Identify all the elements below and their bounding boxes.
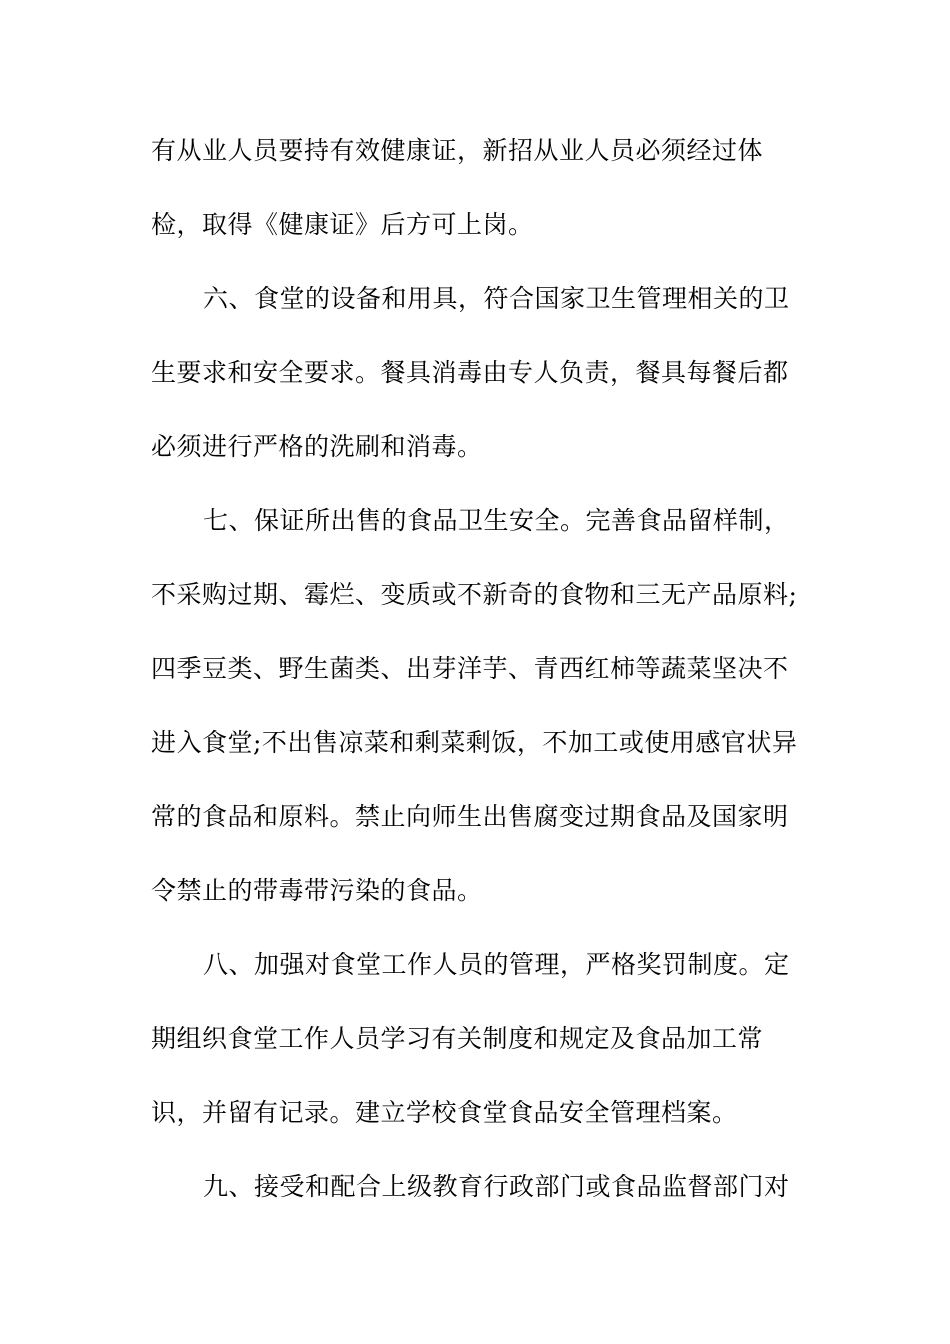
text-line: 四季豆类、野生菌类、出芽洋芋、青西红柿等蔬菜坚决不 [151,654,789,683]
paragraph-eight-start: 八、加强对食堂工作人员的管理，严格奖罚制度。定 [203,950,790,979]
text-line: 常的食品和原料。禁止向师生出售腐变过期食品及国家明 [151,802,789,831]
paragraph-nine-start: 九、接受和配合上级教育行政部门或食品监督部门对 [203,1172,790,1201]
text-line: 识，并留有记录。建立学校食堂食品安全管理档案。 [151,1098,738,1127]
text-line: 期组织食堂工作人员学习有关制度和规定及食品加工常 [151,1024,764,1053]
text-line: 检，取得《健康证》后方可上岗。 [151,210,534,239]
text-line: 有从业人员要持有效健康证，新招从业人员必须经过体 [151,136,764,165]
text-line: 生要求和安全要求。餐具消毒由专人负责，餐具每餐后都 [151,358,789,387]
text-line: 必须进行严格的洗刷和消毒。 [151,432,483,461]
text-line: 进入食堂;不出售凉菜和剩菜剩饭，不加工或使用感官状异 [151,728,798,757]
document-body [151,124,811,1234]
paragraph-six-start: 六、食堂的设备和用具，符合国家卫生管理相关的卫 [203,284,790,313]
text-line: 令禁止的带毒带污染的食品。 [151,876,483,905]
paragraph-seven-start: 七、保证所出售的食品卫生安全。完善食品留样制， [203,506,790,535]
text-line: 不采购过期、霉烂、变质或不新奇的食物和三无产品原料; [151,580,798,609]
